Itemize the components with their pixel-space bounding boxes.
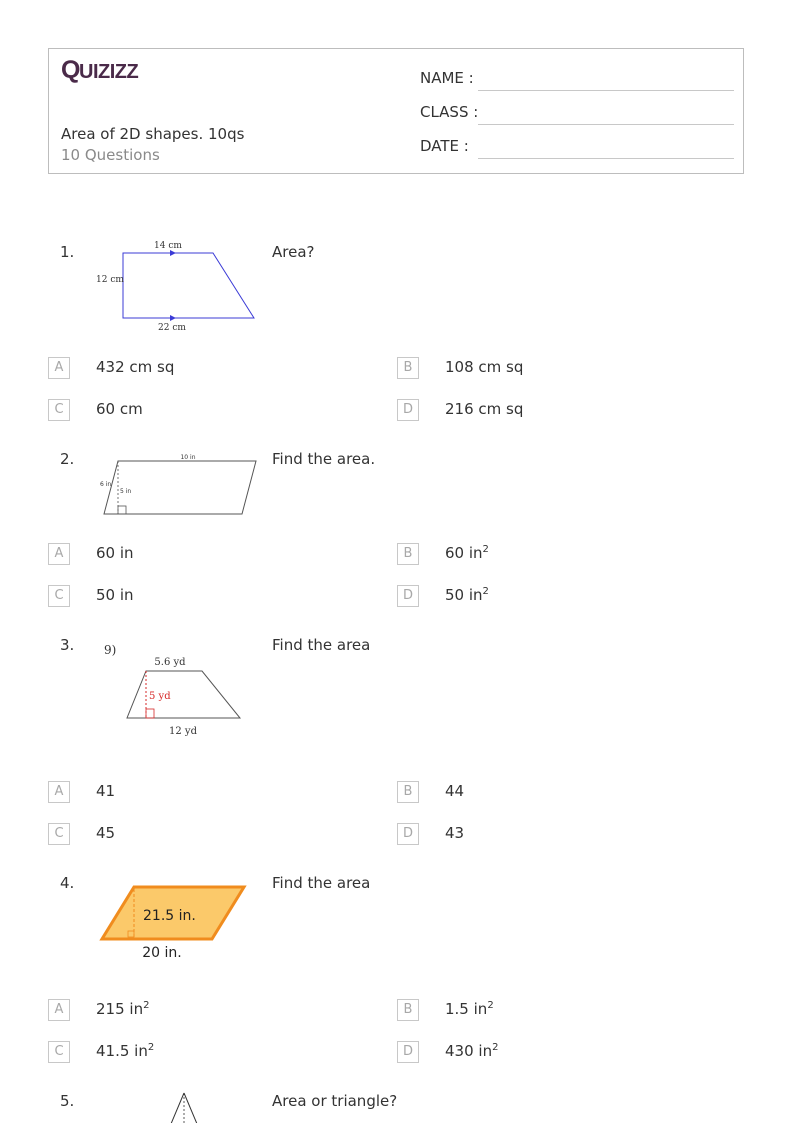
option-letter: C bbox=[48, 585, 70, 607]
option-letter: A bbox=[48, 781, 70, 803]
option-text: 45 bbox=[96, 824, 116, 842]
option-letter: D bbox=[397, 823, 419, 845]
class-field[interactable] bbox=[420, 103, 734, 125]
option-letter: B bbox=[397, 543, 419, 565]
quizizz-logo-mark bbox=[61, 57, 151, 83]
option-text: 432 cm sq bbox=[96, 358, 175, 376]
option-text: 108 cm sq bbox=[445, 358, 524, 376]
option-text: 60 cm bbox=[96, 400, 143, 418]
option-text: 215 $in^2$ bbox=[96, 1000, 150, 1018]
figure-label-base: 20 in. bbox=[142, 945, 182, 961]
svg-text:UIZIZZ: UIZIZZ bbox=[79, 61, 139, 83]
worksheet-header bbox=[48, 48, 744, 174]
option-letter: D bbox=[397, 585, 419, 607]
question-number: 5. bbox=[60, 1092, 75, 1110]
option-text: 430 $in^2$ bbox=[445, 1042, 499, 1060]
question-text: Area? bbox=[272, 243, 315, 261]
parallelogram-figure bbox=[98, 883, 250, 965]
option-text: 60 in bbox=[96, 544, 134, 562]
name-label: NAME : bbox=[420, 69, 474, 87]
question-text: Find the area. bbox=[272, 450, 376, 468]
figure-label-top: 10 in bbox=[180, 454, 196, 461]
figure-label-height: 5 in bbox=[120, 488, 132, 495]
date-line[interactable] bbox=[478, 158, 734, 159]
trapezoid-figure bbox=[92, 238, 262, 334]
option-text: 44 bbox=[445, 782, 465, 800]
option-letter: D bbox=[397, 1041, 419, 1063]
figure-label-height: 21.5 in. bbox=[143, 908, 196, 924]
svg-text:Q: Q bbox=[61, 57, 80, 83]
figure-label-side: 12 cm bbox=[96, 275, 124, 285]
figure-label-top: 14 cm bbox=[154, 241, 182, 251]
option-letter: B bbox=[397, 781, 419, 803]
figure-label-bottom: 22 cm bbox=[158, 323, 186, 333]
figure-label-side: 6 in bbox=[100, 481, 112, 488]
option-text: 50 $in^2$ bbox=[445, 586, 489, 604]
option-text: 1.5 $in^2$ bbox=[445, 1000, 494, 1018]
question-text: Find the area bbox=[272, 636, 371, 654]
figure-label-top: 5.6 yd bbox=[154, 657, 186, 668]
option-letter: A bbox=[48, 357, 70, 379]
option-letter: C bbox=[48, 823, 70, 845]
trapezoid-figure bbox=[100, 637, 250, 743]
option-text: 50 in bbox=[96, 586, 134, 604]
figure-label-height: 5 yd bbox=[149, 691, 171, 702]
question-number: 2. bbox=[60, 450, 75, 468]
question-count: 10 Questions bbox=[61, 146, 160, 164]
parallelogram-figure bbox=[96, 451, 262, 517]
figure-label-number: 9) bbox=[104, 643, 117, 657]
option-letter: B bbox=[397, 999, 419, 1021]
triangle-figure bbox=[160, 1091, 210, 1123]
question-text: Find the area bbox=[272, 874, 371, 892]
name-line[interactable] bbox=[478, 90, 734, 91]
option-letter: A bbox=[48, 999, 70, 1021]
question-number: 4. bbox=[60, 874, 75, 892]
option-letter: A bbox=[48, 543, 70, 565]
question-text: Area or triangle? bbox=[272, 1092, 398, 1110]
option-text: 43 bbox=[445, 824, 465, 842]
date-field[interactable] bbox=[420, 137, 734, 159]
option-letter: B bbox=[397, 357, 419, 379]
option-text: 41.5 $in^2$ bbox=[96, 1042, 155, 1060]
date-label: DATE : bbox=[420, 137, 469, 155]
worksheet-title: Area of 2D shapes. 10qs bbox=[61, 125, 245, 143]
figure-label-bottom: 12 yd bbox=[169, 726, 197, 737]
option-text: 216 cm sq bbox=[445, 400, 524, 418]
option-text: 60 $in^2$ bbox=[445, 544, 489, 562]
quizizz-logo bbox=[61, 57, 151, 90]
question-number: 3. bbox=[60, 636, 75, 654]
option-letter: C bbox=[48, 399, 70, 421]
option-text: 41 bbox=[96, 782, 116, 800]
class-line[interactable] bbox=[478, 124, 734, 125]
class-label: CLASS : bbox=[420, 103, 479, 121]
option-letter: C bbox=[48, 1041, 70, 1063]
name-field[interactable] bbox=[420, 69, 734, 91]
question-number: 1. bbox=[60, 243, 75, 261]
option-letter: D bbox=[397, 399, 419, 421]
